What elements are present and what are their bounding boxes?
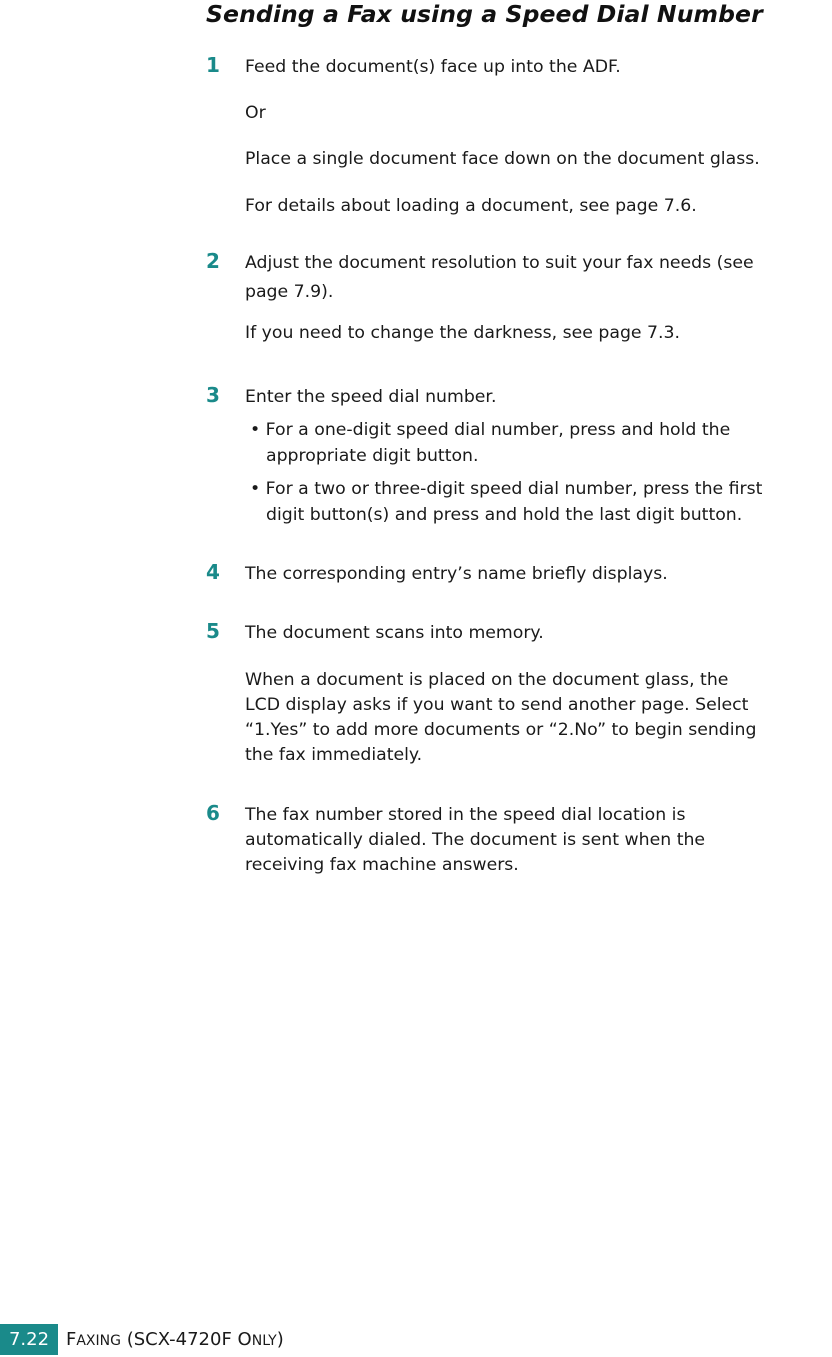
section-footer (66, 1324, 284, 1355)
section-footer-smallcaps-1: AXING (76, 1333, 121, 1349)
step-2-number: 2 (206, 249, 220, 273)
section-footer-close: ) (276, 1329, 284, 1350)
step-1-alt: Place a single document face down on the document glass. (245, 149, 760, 169)
step-3-bullet-1: • For a one-digit speed dial number, press and hold the (250, 420, 731, 440)
step-1-note: For details about loading a document, see page 7.6. (245, 196, 697, 216)
step-5-number: 5 (206, 619, 220, 643)
step-6-line1: The fax number stored in the speed dial location is (245, 805, 686, 825)
step-1-number: 1 (206, 53, 220, 77)
step-3-text: Enter the speed dial number. (245, 387, 497, 407)
step-4-number: 4 (206, 560, 220, 584)
page-number-badge: 7.22 (0, 1324, 58, 1355)
step-3-bullet-2: • For a two or three-digit speed dial number, press the first (250, 479, 763, 499)
step-5-note-line2: LCD display asks if you want to send another page. Select (245, 695, 749, 715)
step-6-number: 6 (206, 801, 220, 825)
step-3-bullet-1-cont: appropriate digit button. (266, 446, 479, 466)
step-5-note-line3: “1.Yes” to add more documents or “2.No” to begin sending (245, 720, 757, 740)
step-5-note-line4: the fax immediately. (245, 745, 423, 765)
step-3-number: 3 (206, 383, 220, 407)
step-2-text-line2: page 7.9). (245, 282, 334, 302)
step-6-line3: receiving fax machine answers. (245, 855, 519, 875)
step-1-or: Or (245, 103, 266, 123)
step-2-note: If you need to change the darkness, see page 7.3. (245, 323, 681, 343)
step-3-bullet-2-cont: digit button(s) and press and hold the last digit button. (266, 505, 743, 525)
section-footer-smallcaps-2: NLY (251, 1333, 277, 1349)
section-footer-model: (SCX-4720F O (120, 1329, 252, 1350)
step-6-line2: automatically dialed. The document is sent when the (245, 830, 706, 850)
step-4-text: The corresponding entry’s name briefly displays. (245, 564, 668, 584)
step-5-note-line1: When a document is placed on the document glass, the (245, 670, 729, 690)
section-footer-cap-f: F (66, 1329, 77, 1350)
page-title: Sending a Fax using a Speed Dial Number (206, 0, 763, 28)
step-5-text: The document scans into memory. (245, 623, 544, 643)
step-1-text: Feed the document(s) face up into the ADF. (245, 57, 621, 77)
step-2-text-line1: Adjust the document resolution to suit your fax needs (see (245, 253, 754, 273)
